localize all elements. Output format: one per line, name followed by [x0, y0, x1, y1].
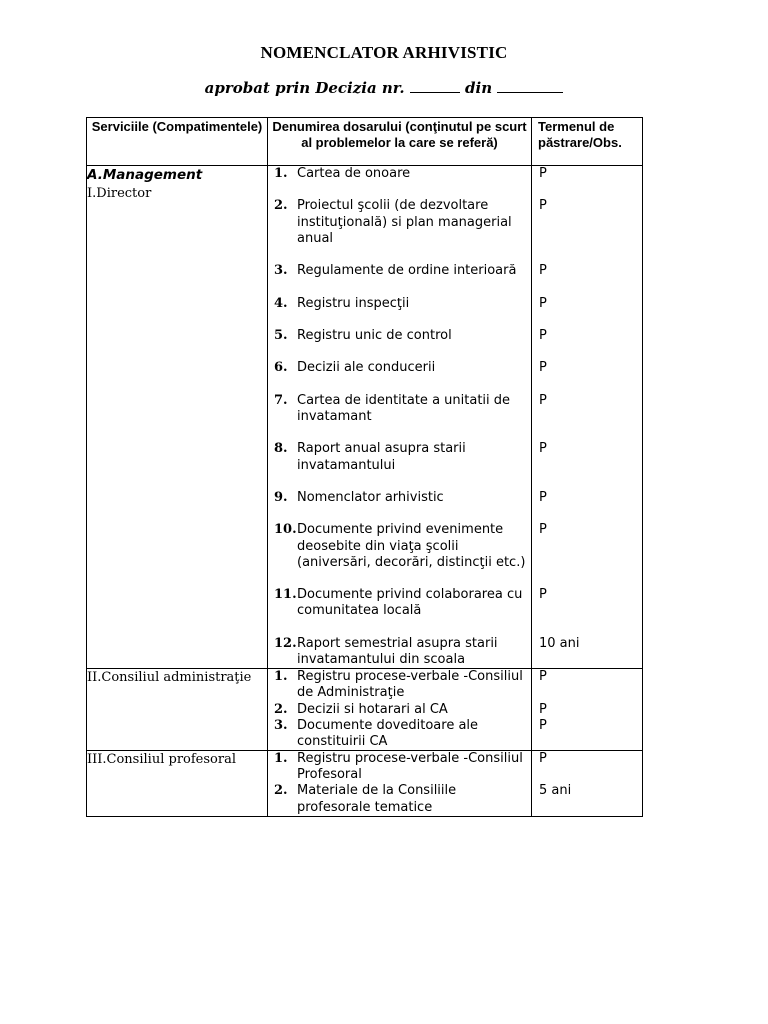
list-item	[268, 522, 531, 587]
item-text: Registru unic de control	[297, 327, 452, 343]
list-item	[268, 296, 531, 328]
retention-term: P	[539, 166, 547, 181]
term-slot	[532, 751, 642, 783]
list-item	[268, 198, 531, 263]
service-name: I.Director	[87, 186, 152, 201]
retention-term: P	[539, 360, 547, 376]
list-item	[268, 263, 531, 295]
item-number: 2.	[274, 783, 288, 799]
item-text: Proiectul şcolii (de dezvoltare instituţională) si plan managerial anual	[297, 198, 512, 246]
table-row	[87, 166, 643, 669]
item-number: 9.	[274, 489, 288, 505]
retention-term: P	[539, 701, 547, 717]
item-number: 1.	[274, 166, 288, 181]
term-slot	[532, 296, 642, 328]
retention-term: P	[539, 587, 547, 603]
retention-term: P	[539, 263, 547, 279]
item-text: Registru procese-verbale -Consiliul Profesoral	[297, 751, 523, 783]
retention-term: P	[539, 489, 547, 505]
document-subtitle	[0, 79, 768, 97]
service-name: II.Consiliul administraţie	[87, 670, 252, 686]
retention-term: P	[539, 751, 547, 767]
list-item	[268, 393, 531, 442]
item-number: 10.	[274, 522, 297, 538]
item-text: Regulamente de ordine interioară	[297, 263, 517, 279]
table-header-row	[87, 118, 643, 166]
item-number: 12.	[274, 635, 297, 651]
item-number: 2.	[274, 701, 288, 717]
item-number: 5.	[274, 327, 288, 343]
item-text: Registru procese-verbale -Consiliul de Administraţie	[297, 669, 523, 701]
list-item	[268, 166, 531, 198]
service-cell-teachers	[87, 751, 268, 817]
service-cell-administration	[87, 669, 268, 751]
files-cell-teachers	[268, 751, 532, 817]
list-item	[268, 669, 531, 701]
term-slot	[532, 166, 642, 198]
terms-cell-teachers	[532, 751, 643, 817]
item-number: 3.	[274, 263, 288, 279]
table-row	[87, 751, 643, 817]
item-number: 1.	[274, 751, 288, 767]
item-number: 3.	[274, 717, 288, 733]
item-text: Registru inspecţii	[297, 295, 410, 311]
term-slot	[532, 328, 642, 360]
list-item	[268, 441, 531, 490]
list-item	[268, 360, 531, 392]
retention-term: P	[539, 295, 547, 311]
term-slot	[532, 718, 642, 750]
nomenclator-table	[86, 117, 643, 817]
list-item	[268, 718, 531, 750]
item-text: Documente doveditoare ale constituirii CA	[297, 717, 479, 749]
retention-term: 5 ani	[539, 783, 572, 799]
decision-number-blank	[410, 79, 460, 93]
files-cell-director	[268, 166, 532, 669]
list-item	[268, 751, 531, 783]
item-number: 7.	[274, 392, 288, 408]
item-text: Raport anual asupra starii invatamantului	[297, 441, 466, 473]
term-slot	[532, 490, 642, 522]
item-text: Cartea de identitate a unitatii de invatamant	[297, 392, 511, 424]
subtitle-middle: din	[465, 79, 493, 97]
retention-term: P	[539, 441, 547, 457]
item-number: 6.	[274, 360, 288, 376]
retention-term: P	[539, 522, 547, 538]
term-slot	[532, 198, 642, 263]
item-number: 1.	[274, 669, 288, 685]
document-title: NOMENCLATOR ARHIVISTIC	[260, 43, 508, 62]
header-services-text: Serviciile (Compatimentele)	[91, 119, 263, 134]
item-text: Nomenclator arhivistic	[297, 489, 444, 505]
list-item	[268, 636, 531, 668]
item-text: Decizii si hotarari al CA	[297, 701, 448, 717]
term-slot	[532, 669, 642, 701]
list-item	[268, 328, 531, 360]
term-slot	[532, 441, 642, 490]
group-label: A.Management	[87, 167, 203, 183]
subtitle-prefix: aprobat prin Decizia nr.	[204, 79, 405, 97]
item-text: Materiale de la Consiliile profesorale tematice	[297, 783, 457, 815]
retention-term: P	[539, 198, 547, 214]
item-text: Raport semestrial asupra starii invatamantului din scoala	[297, 635, 498, 667]
header-file-name	[268, 118, 532, 166]
term-slot	[532, 783, 642, 815]
header-services	[87, 118, 268, 166]
service-cell-director	[87, 166, 268, 669]
term-slot	[532, 587, 642, 636]
term-slot	[532, 360, 642, 392]
item-number: 2.	[274, 198, 288, 214]
term-slot	[532, 636, 642, 668]
item-number: 11.	[274, 587, 297, 603]
item-number: 4.	[274, 295, 288, 311]
term-slot	[532, 522, 642, 587]
retention-term: P	[539, 392, 547, 408]
table-row	[87, 669, 643, 751]
term-slot	[532, 263, 642, 295]
header-file-name-text: Denumirea dosarului (conţinutul pe scurt al problemelor la care se referă)	[272, 119, 527, 150]
term-slot	[532, 702, 642, 718]
list-item	[268, 702, 531, 718]
decision-date-blank	[497, 79, 563, 93]
item-number: 8.	[274, 441, 288, 457]
term-slot	[532, 393, 642, 442]
retention-term: P	[539, 669, 547, 685]
files-cell-administration	[268, 669, 532, 751]
service-name: III.Consiliul profesoral	[87, 752, 236, 768]
retention-term: 10 ani	[539, 635, 580, 651]
terms-cell-director	[532, 166, 643, 669]
list-item	[268, 490, 531, 522]
header-retention	[532, 118, 643, 166]
retention-term: P	[539, 717, 547, 733]
terms-cell-administration	[532, 669, 643, 751]
retention-term: P	[539, 327, 547, 343]
list-item	[268, 587, 531, 636]
list-item	[268, 783, 531, 815]
header-retention-text: Termenul de păstrare/Obs.	[538, 119, 622, 150]
item-text: Documente privind colaborarea cu comunitatea locală	[297, 587, 523, 619]
item-text: Decizii ale conducerii	[297, 360, 436, 376]
item-text: Cartea de onoare	[297, 166, 411, 181]
item-text: Documente privind evenimente deosebite din viaţa şcolii (aniversări, decorări, distincţii etc.)	[297, 522, 526, 570]
